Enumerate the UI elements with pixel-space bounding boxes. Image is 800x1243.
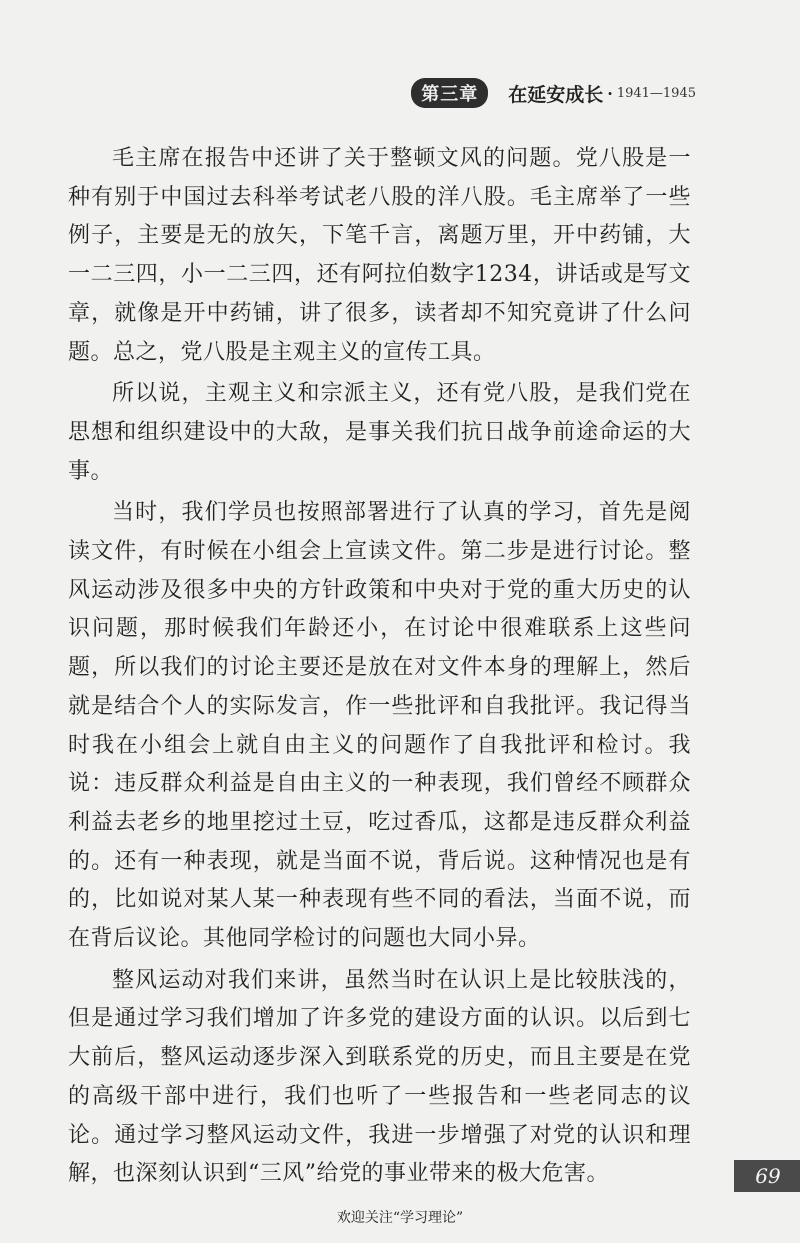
body-text (68, 140, 691, 1197)
header-separator: · (607, 83, 613, 103)
paragraph: 整风运动对我们来讲，虽然当时在认识上是比较肤浅的，但是通过学习我们增加了许多党的建设方面的认识。以后到七大前后，整风运动逐步深入到联系党的历史，而且主要是在党的高级干部中进行，我们也听了一些报告和一些老同志的议论。通过学习整风运动文件，我进一步增强了对党的认识和理解，也深刻认识到“三风”给党的事业带来的极大危害。 (68, 967, 691, 1187)
paragraph: 所以说，主观主义和宗派主义，还有党八股，是我们党在思想和组织建设中的大敌，是事关我们抗日战争前途命运的大事。 (68, 381, 691, 484)
page-number: 69 (736, 1160, 800, 1192)
chapter-badge: 第三章 (411, 78, 488, 108)
chapter-title: 在延安成长 (508, 83, 604, 106)
running-header (411, 78, 696, 108)
chapter-years: 1941—1945 (616, 85, 696, 101)
paragraph: 当时，我们学员也按照部署进行了认真的学习，首先是阅读文件，有时候在小组会上宣读文件。第二步是进行讨论。整风运动涉及很多中央的方针政策和中央对于党的重大历史的认识问题，那时候我们年龄还小，在讨论中很难联系上这些问题，所以我们的讨论主要还是放在对文件本身的理解上，然后就是结合个人的实际发言，作一些批评和自我批评。我记得当时我在小组会上就自由主义的问题作了自我批评和检讨。我说：违反群众利益是自由主义的一种表现，我们曾经不顾群众利益去老乡的地里挖过土豆，吃过香瓜，这都是违反群众利益的。还有一种表现，就是当面不说，背后说。这种情况也是有的，比如说对某人某一种表现有些不同的看法，当面不说，而在背后议论。其他同学检讨的问题也大同小异。 (68, 500, 691, 952)
footer-note: 欢迎关注“学习理论” (336, 1210, 464, 1226)
paragraph: 毛主席在报告中还讲了关于整顿文风的问题。党八股是一种有别于中国过去科举考试老八股的洋八股。毛主席举了一些例子，主要是无的放矢，下笔千言，离题万里，开中药铺，大一二三四，小一二三四，还有阿拉伯数字1234，讲话或是写文章，就像是开中药铺，讲了很多，读者却不知究竟讲了什么问题。总之，党八股是主观主义的宣传工具。 (68, 146, 691, 365)
